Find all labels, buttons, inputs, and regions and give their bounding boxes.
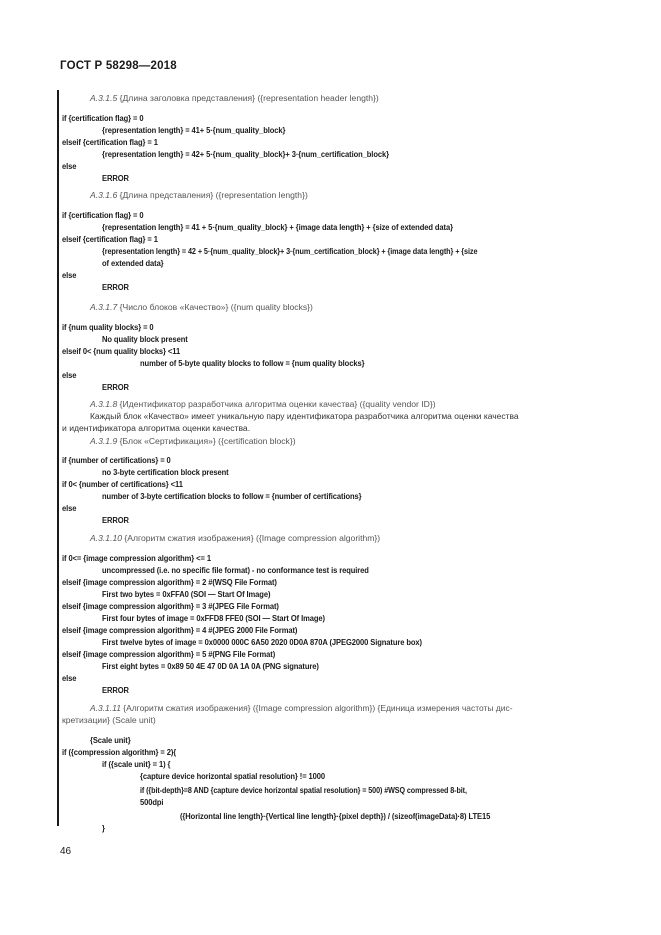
change-bar: [57, 90, 59, 826]
code-line: if 0< {number of certifications} <11: [62, 479, 183, 489]
code-line: ERROR: [102, 685, 129, 695]
code-line: }: [102, 823, 105, 833]
section-number: A.3.1.8: [90, 399, 118, 409]
section-title: {Число блоков «Качество»} ({num quality blocks}): [117, 302, 313, 312]
code-line: no 3-byte certification block present: [102, 467, 229, 477]
code-line: else: [62, 270, 77, 280]
section-heading: [90, 703, 513, 713]
code-line: {representation length} = 41 + 5·{num_quality_block} + {image data length} + {size of extended data}: [102, 222, 453, 232]
code-line: No quality block present: [102, 334, 188, 344]
code-line: if ({scale unit} = 1) {: [102, 759, 171, 769]
code-line: uncompressed (i.e. no specific file format) - no conformance test is required: [102, 565, 369, 575]
section-number: A.3.1.9: [90, 436, 118, 446]
section-heading: [90, 302, 313, 312]
code-line: {representation length} = 42+ 5·{num_quality_block}+ 3·{num_certification_block}: [102, 149, 389, 159]
section-title: {Длина заголовка представления} ({representation header length}): [117, 93, 379, 103]
section-title: {Длина представления} ({representation length}): [117, 190, 308, 200]
section-title: {Идентификатор разработчика алгоритма оценки качества} ({quality vendor ID}): [117, 399, 436, 409]
code-line: else: [62, 673, 77, 683]
code-line: else: [62, 161, 77, 171]
code-line: {representation length} = 42 + 5·{num_quality_block}+ 3·{num_certification_block} + {image data length} + {size: [102, 246, 478, 256]
section-heading: [90, 93, 379, 103]
code-line: ERROR: [102, 173, 129, 183]
code-line: ERROR: [102, 282, 129, 292]
body-text-line: и идентификатора алгоритма оценки качества.: [62, 423, 251, 433]
code-line: if {certification flag} = 0: [62, 210, 144, 220]
code-line: if ({bit-depth}=8 AND {capture device horizontal spatial resolution} = 500) #WSQ compressed 8-bit,: [140, 785, 467, 795]
section-number: A.3.1.11: [90, 703, 121, 713]
page-number: 46: [60, 846, 72, 857]
code-line: {capture device horizontal spatial resolution} != 1000: [140, 771, 326, 781]
code-line: if 0<= {image compression algorithm} <= 1: [62, 553, 211, 563]
section-heading: [90, 190, 308, 200]
document-header: ГОСТ Р 58298—2018: [60, 60, 177, 72]
code-line: elseif {image compression algorithm} = 3 #(JPEG File Format): [62, 601, 279, 611]
code-line: of extended data}: [102, 258, 164, 268]
section-heading: [90, 436, 296, 446]
code-line: First four bytes of image = 0xFFD8 FFE0 (SOI — Start Of Image): [102, 613, 325, 623]
section-number: A.3.1.10: [90, 533, 123, 543]
code-line: {Scale unit}: [90, 735, 131, 745]
section-number: A.3.1.7: [90, 302, 118, 312]
code-line: ERROR: [102, 515, 129, 525]
code-line: if ({compression algorithm} = 2){: [62, 747, 177, 757]
code-line: ERROR: [102, 382, 129, 392]
code-line: elseif {certification flag} = 1: [62, 137, 158, 147]
code-line: {representation length} = 41+ 5·{num_quality_block}: [102, 125, 286, 135]
code-line: else: [62, 503, 77, 513]
code-line: if {number of certifications} = 0: [62, 455, 171, 465]
section-number: A.3.1.5: [90, 93, 118, 103]
code-line: First eight bytes = 0x89 50 4E 47 0D 0A 1A 0A (PNG signature): [102, 661, 319, 671]
body-text-line: Каждый блок «Качество» имеет уникальную пару идентификатора разработчика алгоритма оценки качества: [90, 411, 519, 421]
code-line: elseif {image compression algorithm} = 5 #(PNG File Format): [62, 649, 276, 659]
code-line: if {certification flag} = 0: [62, 113, 144, 123]
section-title: {Блок «Сертификация»} ({certification block}): [117, 436, 296, 446]
code-line: number of 5-byte quality blocks to follow = {num quality blocks}: [140, 358, 365, 368]
code-line: elseif {certification flag} = 1: [62, 234, 158, 244]
code-line: if {num quality blocks} = 0: [62, 322, 154, 332]
section-number: A.3.1.6: [90, 190, 118, 200]
code-line: else: [62, 370, 77, 380]
code-line: ({Horizontal line length}·{Vertical line length}·{pixel depth}) / (sizeof(imageData)·8) LTE15: [180, 811, 491, 821]
code-line: First twelve bytes of image = 0x0000 000C 6A50 2020 0D0A 870A (JPEG2000 Signature box): [102, 637, 422, 647]
section-heading: [90, 399, 436, 409]
code-line: elseif 0< {num quality blocks} <11: [62, 346, 181, 356]
section-title: {Алгоритм сжатия изображения} ({Image compression algorithm}): [122, 533, 381, 543]
code-line: elseif {image compression algorithm} = 2 #(WSQ File Format): [62, 577, 277, 587]
code-line: 500dpi: [140, 797, 164, 807]
code-line: elseif {image compression algorithm} = 4 #(JPEG 2000 File Format): [62, 625, 298, 635]
section-title: {Алгоритм сжатия изображения} ({Image compression algorithm}) {Единица измерения частоты дис-: [120, 703, 513, 713]
code-line: number of 3-byte certification blocks to follow = {number of certifications}: [102, 491, 362, 501]
section-heading: [90, 533, 380, 543]
section-heading-continuation: кретизации} (Scale unit): [62, 715, 156, 725]
code-line: First two bytes = 0xFFA0 (SOI — Start Of Image): [102, 589, 271, 599]
